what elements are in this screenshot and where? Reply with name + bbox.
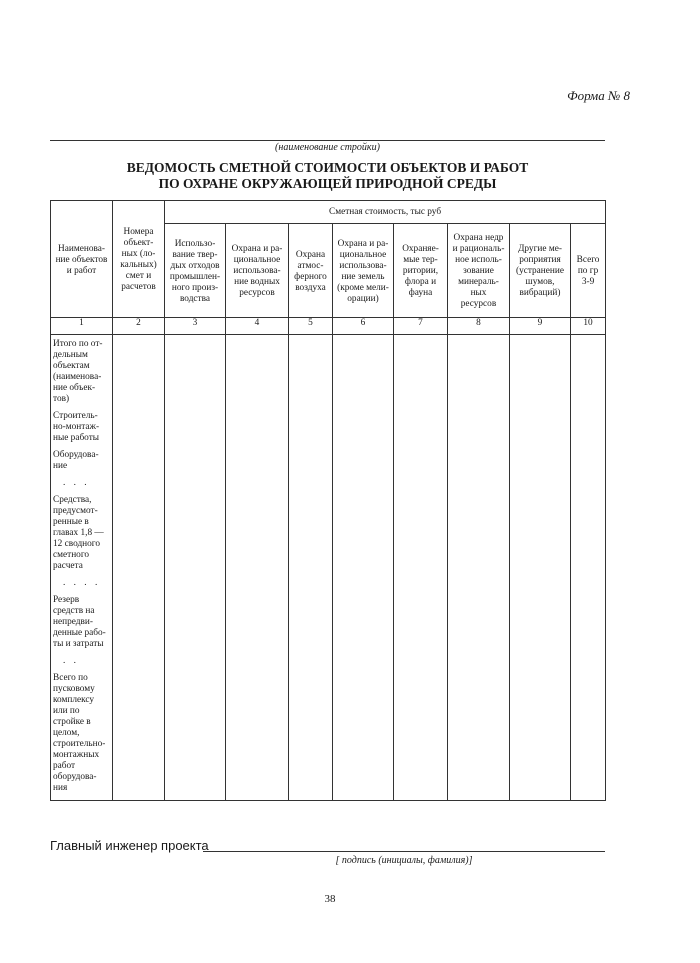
empty-value-cell <box>226 335 289 801</box>
column-number: 8 <box>448 318 510 335</box>
empty-value-cell <box>289 335 333 801</box>
column-number: 2 <box>113 318 165 335</box>
col-header-other-measures: Другие ме- роприятия (устранение шумов, вибраций) <box>510 224 571 318</box>
title-line-2: ПО ОХРАНЕ ОКРУЖАЮЩЕЙ ПРИРОДНОЙ СРЕДЫ <box>158 176 497 191</box>
col-header-subsoil-protection: Охрана недр и рациональ- ное исполь- зование минераль- ных ресурсов <box>448 224 510 318</box>
col-header-air-protection: Охрана атмос- ферного воздуха <box>289 224 333 318</box>
col-header-name: Наименова- ние объектов и работ <box>51 201 113 318</box>
column-number: 4 <box>226 318 289 335</box>
column-number: 3 <box>165 318 226 335</box>
signature-caption: [ подпись (инициалы, фамилия)] <box>335 855 473 866</box>
empty-value-cell <box>510 335 571 801</box>
col-header-land-protection: Охрана и ра- циональное использова- ние земель (кроме мели- орации) <box>333 224 394 318</box>
table-body-row <box>51 335 606 801</box>
column-numbers-row <box>51 318 606 335</box>
col-header-water-resources: Охрана и ра- циональное использова- ние водных ресурсов <box>226 224 289 318</box>
row-ellipsis: . . . . <box>63 578 101 588</box>
col-header-estimate-numbers: Номера объект- ных (ло- кальных) смет и расчетов <box>113 201 165 318</box>
title-line-1: ВЕДОМОСТЬ СМЕТНОЙ СТОИМОСТИ ОБЪЕКТОВ И РАБОТ <box>126 160 529 175</box>
row-ellipsis: . . . <box>63 478 90 488</box>
column-number: 9 <box>510 318 571 335</box>
row-label-chapter-funds: Средства, предусмот- ренные в главах 1,8 — 12 сводного сметного расчета <box>53 495 104 571</box>
col-header-total: Всего по гр 3-9 <box>571 224 606 318</box>
row-label-construction-works: Строитель- но-монтаж- ные работы <box>53 411 100 443</box>
empty-value-cell <box>571 335 606 801</box>
row-label-total-by-objects: Итого по от- дельным объектам (наименова- ние объек- тов) <box>53 339 103 404</box>
row-labels-cell <box>51 335 113 801</box>
row-label-total-startup-complex: Всего по пусковому комплексу или по стройке в целом, строительно- монтажных работ оборудова- ния <box>53 673 106 793</box>
signature-label: Главный инженер проекта <box>50 838 209 853</box>
empty-value-cell <box>448 335 510 801</box>
column-number: 6 <box>333 318 394 335</box>
form-number-label: Форма № 8 <box>567 88 630 103</box>
row-ellipsis: . . <box>63 656 79 666</box>
construction-name-caption: (наименование стройки) <box>275 142 380 153</box>
signature-line <box>203 851 605 852</box>
empty-value-cell <box>113 335 165 801</box>
col-header-solid-waste: Использо- вание твер- дых отходов промышлен- ного произ- водства <box>165 224 226 318</box>
group-header-estimated-cost: Сметная стоимость, тыс руб <box>165 201 606 224</box>
empty-value-cell <box>333 335 394 801</box>
row-label-reserve-funds: Резерв средств на непредви- денные рабо- ты и затраты <box>53 595 106 649</box>
column-number: 1 <box>51 318 113 335</box>
estimate-table <box>50 200 606 801</box>
page-number: 38 <box>324 893 336 905</box>
col-header-protected-territories: Охраняе- мые тер- ритории, флора и фауна <box>394 224 448 318</box>
column-number: 5 <box>289 318 333 335</box>
column-number: 7 <box>394 318 448 335</box>
document-title <box>50 160 605 192</box>
empty-value-cell <box>165 335 226 801</box>
column-number: 10 <box>571 318 606 335</box>
row-label-equipment: Оборудова- ние <box>53 450 99 471</box>
empty-value-cell <box>394 335 448 801</box>
construction-name-line <box>50 140 605 141</box>
